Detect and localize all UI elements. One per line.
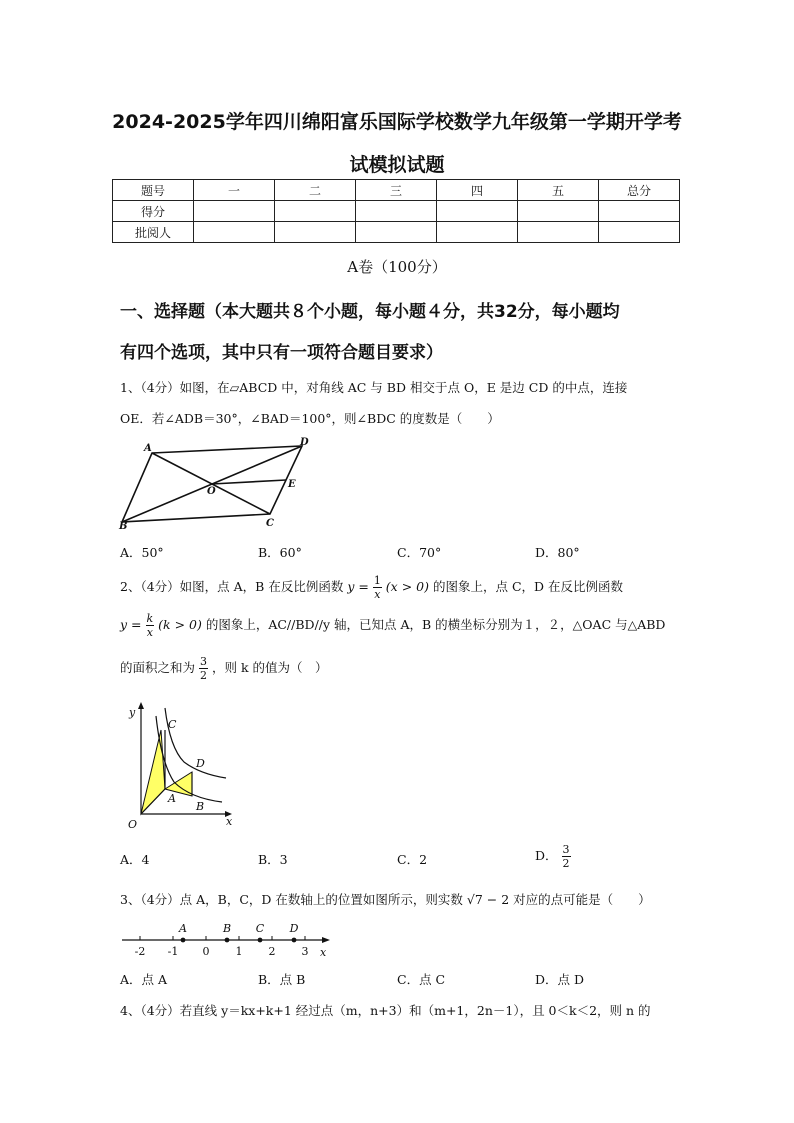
table-header-cell: 五 <box>518 180 599 201</box>
q2-option-d-numerator: 3 <box>562 843 570 856</box>
label-b: B <box>119 521 128 532</box>
area-sum-fraction <box>199 655 208 682</box>
label-e: E <box>288 479 296 490</box>
func2-y: y = <box>120 617 142 632</box>
label-x-axis: x <box>226 815 233 828</box>
q3-option-c[interactable]: C．点 C <box>397 972 446 987</box>
q2-option-d-fraction <box>562 843 571 870</box>
q2-option-d-label: D． <box>535 848 558 863</box>
table-header-cell: 三 <box>356 180 437 201</box>
q1-option-d[interactable]: D．80° <box>535 545 580 560</box>
y-axis-arrow <box>138 702 144 709</box>
q2-text: 的图象上，点 C，D 在反比例函数 <box>432 579 624 594</box>
q3-option-d[interactable]: D．点 D <box>535 972 585 987</box>
number-line-tick-label: -2 <box>134 945 146 958</box>
area-sum-numerator: 3 <box>200 655 207 668</box>
diagonal-ac <box>152 453 270 514</box>
label-y-axis: y <box>129 706 136 719</box>
func2-condition: (k > 0) <box>158 617 202 632</box>
q3-option-a[interactable]: A．点 A <box>120 972 168 987</box>
segment-oe <box>212 480 286 484</box>
q2-option-d-denominator: 2 <box>562 857 570 870</box>
table-row <box>113 180 680 201</box>
area-sum-denominator: 2 <box>200 669 207 682</box>
label-b: B <box>196 800 205 813</box>
question-1-line1: 1、（4分）如图，在▱ABCD 中，对角线 AC 与 BD 相交于点 O，E 是边 CD 的中点，连接 <box>120 380 628 395</box>
table-header-cell: 一 <box>194 180 275 201</box>
number-line-tick-label: -1 <box>167 945 179 958</box>
number-line-point-label: C <box>255 922 265 935</box>
question-2-line1 <box>120 570 623 604</box>
table-header-cell: 二 <box>275 180 356 201</box>
number-line-point <box>225 938 230 943</box>
number-line-tick-label: 2 <box>268 945 276 958</box>
section-heading-line1: 一、选择题（本大题共８个小题，每小题４分，共32分，每小题均 <box>120 302 620 322</box>
q2-option-a[interactable]: A．4 <box>120 852 150 867</box>
number-line-tick-label: 3 <box>301 945 309 958</box>
question-2-line2 <box>120 608 665 642</box>
q2-option-d[interactable] <box>535 838 571 874</box>
label-a: A <box>144 443 152 454</box>
question-1-line2: OE．若∠ADB＝30°，∠BAD＝100°，则∠BDC 的度数是（ ） <box>120 411 500 426</box>
q2-text: 的面积之和为 <box>120 660 196 675</box>
label-origin: O <box>128 818 138 831</box>
hyperbola-figure <box>122 700 242 838</box>
number-line-point <box>258 938 263 943</box>
grader-cell[interactable] <box>194 222 275 243</box>
section-heading-line2: 有四个选项，其中只有一项符合题目要求） <box>120 343 443 363</box>
func2-numerator: k <box>146 612 154 625</box>
score-cell[interactable] <box>518 201 599 222</box>
q2-text: ，则 k 的值为（ ） <box>211 660 328 675</box>
q2-option-b[interactable]: B．3 <box>258 852 288 867</box>
grader-cell[interactable] <box>437 222 518 243</box>
func2-fraction <box>146 612 155 639</box>
label-d: D <box>300 437 309 448</box>
q1-option-b[interactable]: B．60° <box>258 545 302 560</box>
label-a: A <box>168 792 176 805</box>
number-line-point <box>292 938 297 943</box>
q3-option-b[interactable]: B．点 B <box>258 972 306 987</box>
number-line-point-label: D <box>289 922 299 935</box>
question-2-line3 <box>120 651 328 685</box>
q3-text: 3、（4分）点 A，B，C，D 在数轴上的位置如图所示，则实数 <box>120 892 463 907</box>
document-title-line1: 2024-2025学年四川绵阳富乐国际学校数学九年级第一学期开学考 <box>112 111 682 133</box>
grader-cell[interactable] <box>275 222 356 243</box>
grader-cell[interactable] <box>599 222 680 243</box>
q2-text: 的图象上，AC//BD//y 轴，已知点 A，B 的横坐标分别为１，２，△OAC 与△ABD <box>205 617 666 632</box>
question-4-line1: 4、（4分）若直线 y＝kx+k+1 经过点（m，n+3）和（m+1，2n－1），且 0＜k＜2，则 n 的 <box>120 1003 651 1018</box>
grader-cell[interactable] <box>518 222 599 243</box>
table-row <box>113 222 680 243</box>
label-d: D <box>196 757 205 770</box>
q2-text: 2、（4分）如图，点 A，B 在反比例函数 <box>120 579 344 594</box>
question-3-line <box>120 890 651 908</box>
table-header-cell: 总分 <box>599 180 680 201</box>
func1-fraction <box>373 574 382 601</box>
func1-denominator: x <box>374 588 381 601</box>
q3-text: 对应的点可能是（ ） <box>513 892 651 907</box>
label-c: C <box>168 718 177 731</box>
sqrt-expression: √7 − 2 <box>466 892 510 907</box>
score-cell[interactable] <box>437 201 518 222</box>
q2-option-c[interactable]: C．2 <box>397 852 428 867</box>
volume-label: A卷（100分） <box>347 258 447 276</box>
q1-option-a[interactable]: A．50° <box>120 545 164 560</box>
table-row <box>113 201 680 222</box>
label-c: C <box>266 518 274 529</box>
func1-condition: (x > 0) <box>385 579 429 594</box>
label-o: O <box>207 486 216 497</box>
number-line-x-label: x <box>320 946 327 959</box>
document-title-line2: 试模拟试题 <box>349 154 445 176</box>
func1-y: y = <box>347 579 369 594</box>
number-line-point-label: A <box>179 922 187 935</box>
score-cell[interactable] <box>194 201 275 222</box>
number-line-arrow <box>322 937 330 943</box>
score-table <box>112 179 680 243</box>
table-row-label: 得分 <box>113 201 194 222</box>
number-line-figure <box>120 918 340 960</box>
func2-denominator: x <box>146 626 153 639</box>
table-header-cell: 四 <box>437 180 518 201</box>
parallelogram-figure <box>116 436 316 532</box>
grader-cell[interactable] <box>356 222 437 243</box>
number-line-point-label: B <box>222 922 232 935</box>
table-row-label: 批阅人 <box>113 222 194 243</box>
func1-numerator: 1 <box>373 574 381 587</box>
score-cell[interactable] <box>356 201 437 222</box>
score-cell[interactable] <box>275 201 356 222</box>
q1-option-c[interactable]: C．70° <box>397 545 442 560</box>
table-header-cell: 题号 <box>113 180 194 201</box>
number-line-tick-label: 0 <box>202 945 210 958</box>
number-line-tick-label: 1 <box>235 945 243 958</box>
score-cell[interactable] <box>599 201 680 222</box>
number-line-point <box>181 938 186 943</box>
